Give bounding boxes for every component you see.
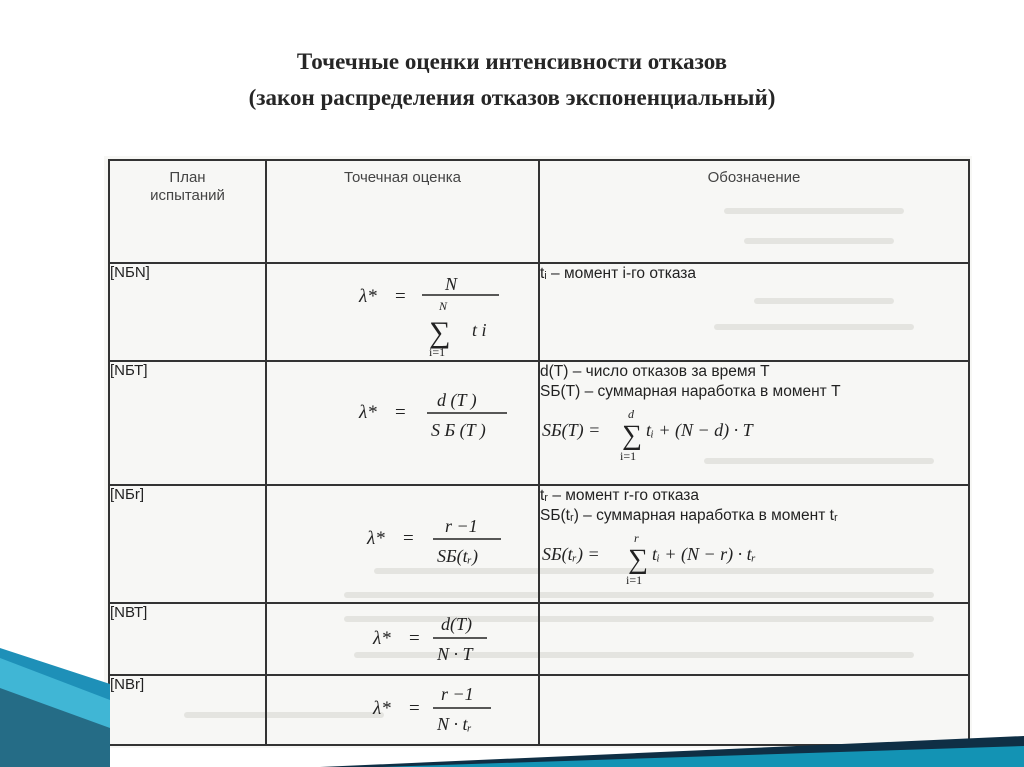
notation-cell <box>539 485 969 603</box>
sum-symbol: ∑ <box>622 420 642 451</box>
formula-nvt <box>267 604 536 672</box>
slide-title <box>0 44 1024 116</box>
denominator: N · T <box>437 644 473 664</box>
estimate-formula <box>266 675 539 745</box>
denominator: N · tᵣ <box>437 714 472 734</box>
extra-formula <box>540 402 960 466</box>
equals-sign: = <box>409 698 420 719</box>
sum-upper-limit: N <box>439 299 448 313</box>
lambda-symbol: λ* <box>373 628 391 649</box>
notation-line: tᵢ – момент i-го отказа <box>540 265 697 282</box>
estimate-formula <box>266 603 539 675</box>
plan-cell: [NБТ] <box>109 361 266 485</box>
lambda-symbol: λ* <box>367 528 385 549</box>
notation-line: SБ(T) – суммарная наработка в момент T <box>540 383 841 400</box>
numerator: r −1 <box>445 516 478 536</box>
lambda-symbol: λ* <box>373 698 391 719</box>
notation-line: tᵣ – момент r-го отказа <box>540 487 700 504</box>
notation-cell <box>539 263 969 361</box>
sum-upper-limit: r <box>634 531 639 545</box>
plan-cell: [NБr] <box>109 485 266 603</box>
extra-formula-right: tᵢ + (N − d) · T <box>646 420 753 440</box>
equals-sign: = <box>395 286 406 307</box>
sum-lower-limit: i=1 <box>626 573 643 587</box>
sum-lower-limit: i=1 <box>429 345 446 358</box>
equals-sign: = <box>409 628 420 649</box>
extra-formula <box>540 526 960 590</box>
numerator: d(T) <box>441 614 472 634</box>
plan-cell: [NБN] <box>109 263 266 361</box>
sum-term: t i <box>472 320 487 340</box>
numerator: d (T ) <box>437 390 477 410</box>
header-estimate: Точечная оценка <box>266 160 539 263</box>
sum-symbol: ∑ <box>628 544 648 575</box>
equals-sign: = <box>395 402 406 423</box>
notation-line: d(T) – число отказов за время T <box>540 363 770 380</box>
table-row <box>109 675 969 745</box>
table-row <box>109 603 969 675</box>
formula-nbr <box>267 486 536 600</box>
table-row <box>109 485 969 603</box>
numerator: r −1 <box>441 684 474 704</box>
title-line-2: (закон распределения отказов экспоненциальный) <box>248 85 776 110</box>
plan-cell: [NВr] <box>109 675 266 745</box>
plan-cell: [NВТ] <box>109 603 266 675</box>
equals-sign: = <box>403 528 414 549</box>
denominator: S Б (T ) <box>431 420 486 440</box>
notation-cell-empty <box>539 675 969 745</box>
sum-lower-limit: i=1 <box>620 449 637 463</box>
numerator: N <box>445 274 458 294</box>
formula-nvr <box>267 676 536 742</box>
header-notation: Обозначение <box>539 160 969 263</box>
lambda-symbol: λ* <box>359 286 377 307</box>
extra-formula-left: SБ(tᵣ) = <box>542 544 600 564</box>
notation-line: SБ(tᵣ) – суммарная наработка в момент tᵣ <box>540 507 838 524</box>
notation-cell <box>539 361 969 485</box>
sum-upper-limit: d <box>628 407 634 421</box>
extra-formula-left: SБ(T) = <box>542 420 601 440</box>
estimate-formula <box>266 485 539 603</box>
header-row <box>109 160 969 263</box>
corner-accent-left <box>0 648 110 767</box>
denominator: SБ(tᵣ) <box>437 546 479 566</box>
notation-cell-empty <box>539 603 969 675</box>
bottom-accent <box>320 736 1024 767</box>
formula-nbn <box>267 264 536 358</box>
estimate-formula <box>266 263 539 361</box>
estimate-formula <box>266 361 539 485</box>
title-line-1: Точечные оценки интенсивности отказов <box>296 49 728 74</box>
estimates-table <box>108 159 970 746</box>
table-row <box>109 263 969 361</box>
extra-formula-right: tᵢ + (N − r) · tᵣ <box>652 544 757 564</box>
sum-symbol: ∑ <box>429 316 451 349</box>
lambda-symbol: λ* <box>359 402 377 423</box>
formula-nbt <box>267 362 536 482</box>
header-plan: План испытаний <box>109 160 266 263</box>
table-row <box>109 361 969 485</box>
